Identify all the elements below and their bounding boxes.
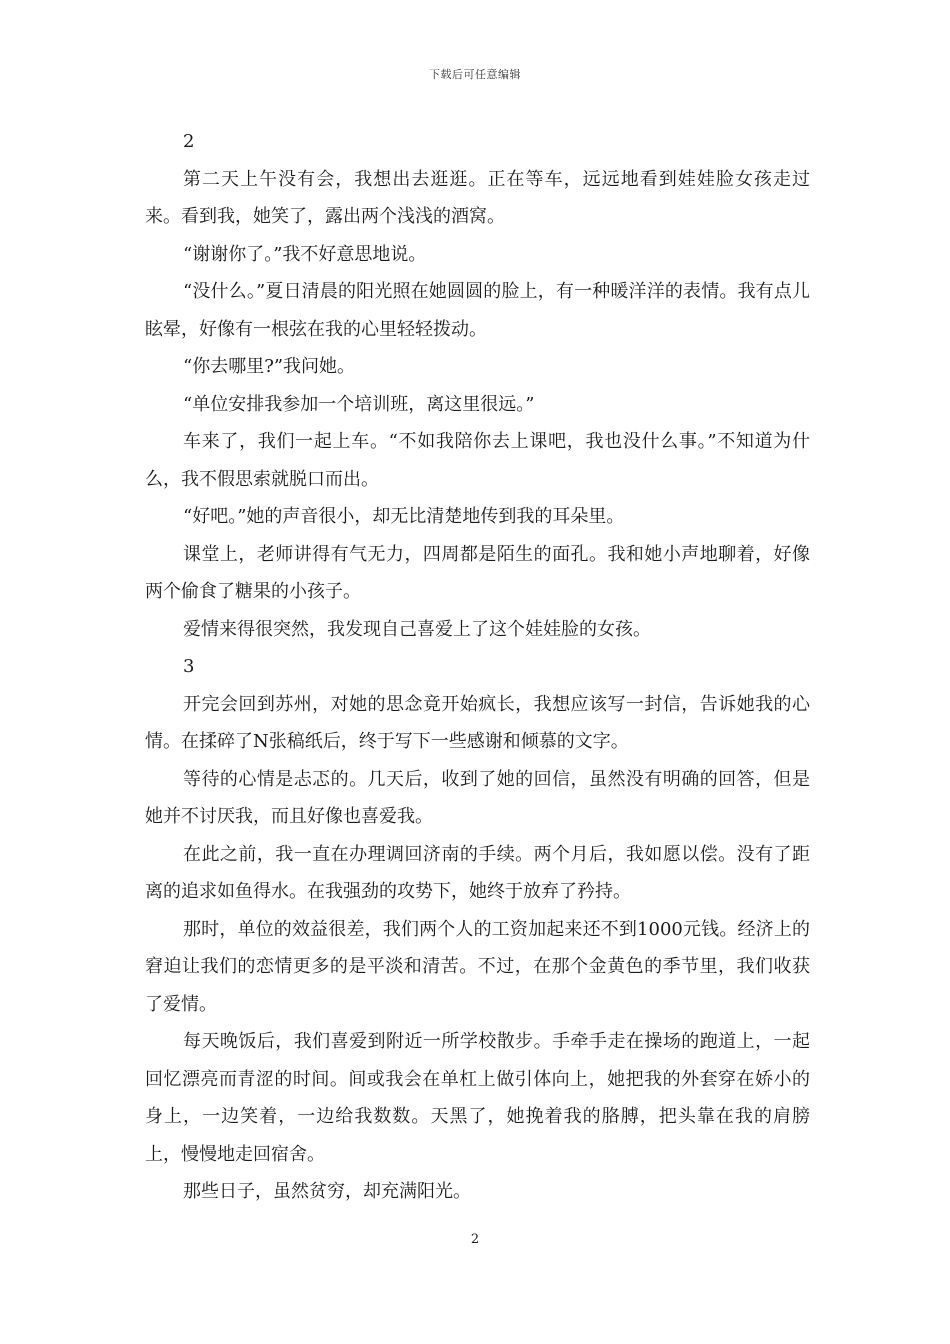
section-number: 3 xyxy=(183,656,195,677)
page-header: 下载后可任意编辑 xyxy=(429,68,521,81)
paragraph: 每天晚饭后，我们喜爱到附近一所学校散步。手牵手走在操场的跑道上，一起回忆漂亮而青涩的时间。间或我会在单杠上做引体向上，她把我的外套穿在娇小的身上，一边笑着，一边给我数数。天黑了，她挽着我的胳膊，把头靠在我的肩膀上，慢慢地走回宿舍。 xyxy=(145,1031,810,1165)
paragraph: 课堂上，老师讲得有气无力，四周都是陌生的面孔。我和她小声地聊着，好像两个偷食了糖果的小孩子。 xyxy=(145,543,810,602)
paragraph: “谢谢你了。”我不好意思地说。 xyxy=(183,243,427,265)
paragraph: 第二天上午没有会，我想出去逛逛。正在等车，远远地看到娃娃脸女孩走过来。看到我，她笑了，露出两个浅浅的酒窝。 xyxy=(145,168,810,227)
paragraph: “没什么。”夏日清晨的阳光照在她圆圆的脸上，有一种暖洋洋的表情。我有点儿眩晕，好像有一根弦在我的心里轻轻拨动。 xyxy=(145,281,810,340)
paragraph: “好吧。”她的声音很小，却无比清楚地传到我的耳朵里。 xyxy=(183,506,625,527)
document-body xyxy=(145,123,810,1211)
paragraph: “单位安排我参加一个培训班，离这里很远。” xyxy=(183,393,535,415)
page-number: 2 xyxy=(470,1232,480,1247)
paragraph: 那时，单位的效益很差，我们两个人的工资加起来还不到1000元钱。经济上的窘迫让我们的恋情更多的是平淡和清苦。不过，在那个金黄色的季节里，我们收获了爱情。 xyxy=(145,918,810,1015)
paragraph: 等待的心情是忐忑的。几天后，收到了她的回信，虽然没有明确的回答，但是她并不讨厌我，而且好像也喜爱我。 xyxy=(145,768,810,827)
paragraph: 爱情来得很突然，我发现自己喜爱上了这个娃娃脸的女孩。 xyxy=(183,618,651,640)
section-number: 2 xyxy=(183,131,195,152)
paragraph: 在此之前，我一直在办理调回济南的手续。两个月后，我如愿以偿。没有了距离的追求如鱼得水。在我强劲的攻势下，她终于放弃了矜持。 xyxy=(145,843,810,902)
paragraph: 开完会回到苏州，对她的思念竟开始疯长，我想应该写一封信，告诉她我的心情。在揉碎了N张稿纸后，终于写下一些感谢和倾慕的文字。 xyxy=(145,693,810,752)
paragraph: 车来了，我们一起上车。“不如我陪你去上课吧，我也没什么事。”不知道为什么，我不假思索就脱口而出。 xyxy=(145,431,810,490)
paragraph: “你去哪里?”我问她。 xyxy=(183,356,356,377)
paragraph: 那些日子，虽然贫穷，却充满阳光。 xyxy=(183,1181,471,1202)
